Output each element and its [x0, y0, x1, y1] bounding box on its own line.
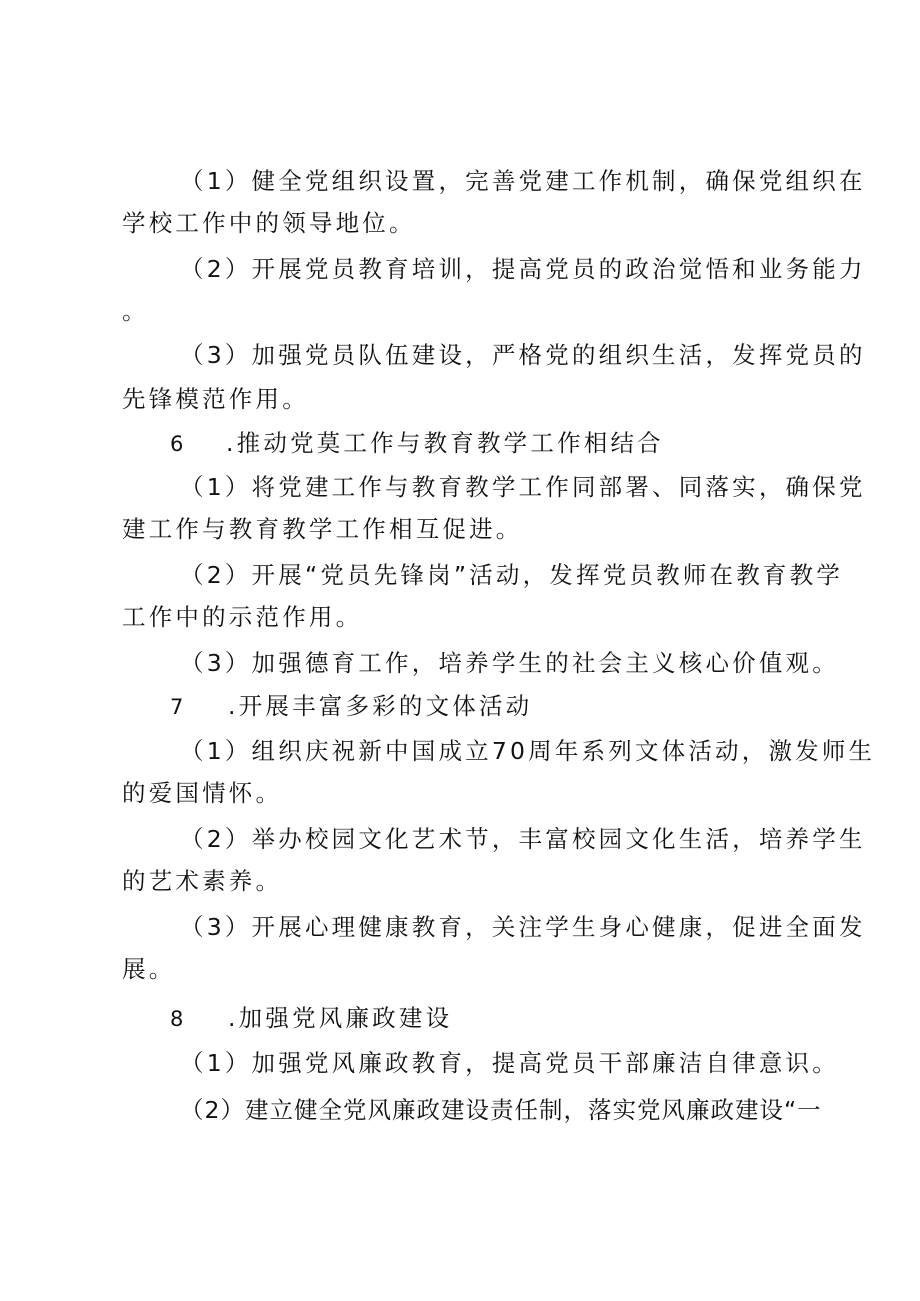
section-heading: .推动党莫工作与教育教学工作相结合: [226, 429, 664, 457]
paragraph-line: （3）加强党员队伍建设，严格党的组织生活，发挥党员的: [180, 341, 866, 369]
paragraph-line: 建工作与教育教学工作相互促进。: [122, 515, 523, 543]
section-heading: .开展丰富多彩的文体活动: [228, 692, 533, 720]
section-number: 6: [170, 432, 184, 456]
paragraph-line: （2）开展党员教育培训，提高党员的政治觉悟和业务能力: [180, 255, 866, 283]
paragraph-line: 。: [122, 297, 149, 325]
paragraph-line: （1）将党建工作与教育教学工作同部署、同落实，确保党: [180, 473, 866, 501]
paragraph-line: （2）举办校园文化艺术节，丰富校园文化生活，培养学生: [180, 825, 866, 853]
paragraph-line: 的艺术素养。: [122, 867, 283, 895]
paragraph-line: （3）开展心理健康教育，关注学生身心健康，促进全面发: [180, 913, 866, 941]
section-number: 7: [170, 695, 184, 719]
section-number: 8: [170, 1007, 184, 1031]
paragraph-line: （2）开展“党员先锋岗”活动，发挥党员教师在教育教学: [180, 561, 843, 589]
paragraph-line: （2）建立健全党风廉政建设责任制，落实党风廉政建设“一: [180, 1096, 822, 1124]
paragraph-line: （1）组织庆祝新中国成立70周年系列文体活动，激发师生: [180, 737, 876, 765]
paragraph-line: 展。: [122, 955, 176, 983]
paragraph-line: （3）加强德育工作，培养学生的社会主义核心价值观。: [180, 649, 839, 677]
paragraph-line: 工作中的示范作用。: [122, 603, 363, 631]
paragraph-line: （1）加强党风廉政教育，提高党员干部廉洁自律意识。: [180, 1049, 839, 1077]
section-heading: .加强党风廉政建设: [228, 1004, 453, 1032]
paragraph-line: 先锋模范作用。: [122, 385, 309, 413]
paragraph-line: 学校工作中的领导地位。: [122, 209, 416, 237]
paragraph-line: 的爱国情怀。: [122, 779, 283, 807]
paragraph-line: （1）健全党组织设置，完善党建工作机制，确保党组织在: [180, 167, 866, 195]
